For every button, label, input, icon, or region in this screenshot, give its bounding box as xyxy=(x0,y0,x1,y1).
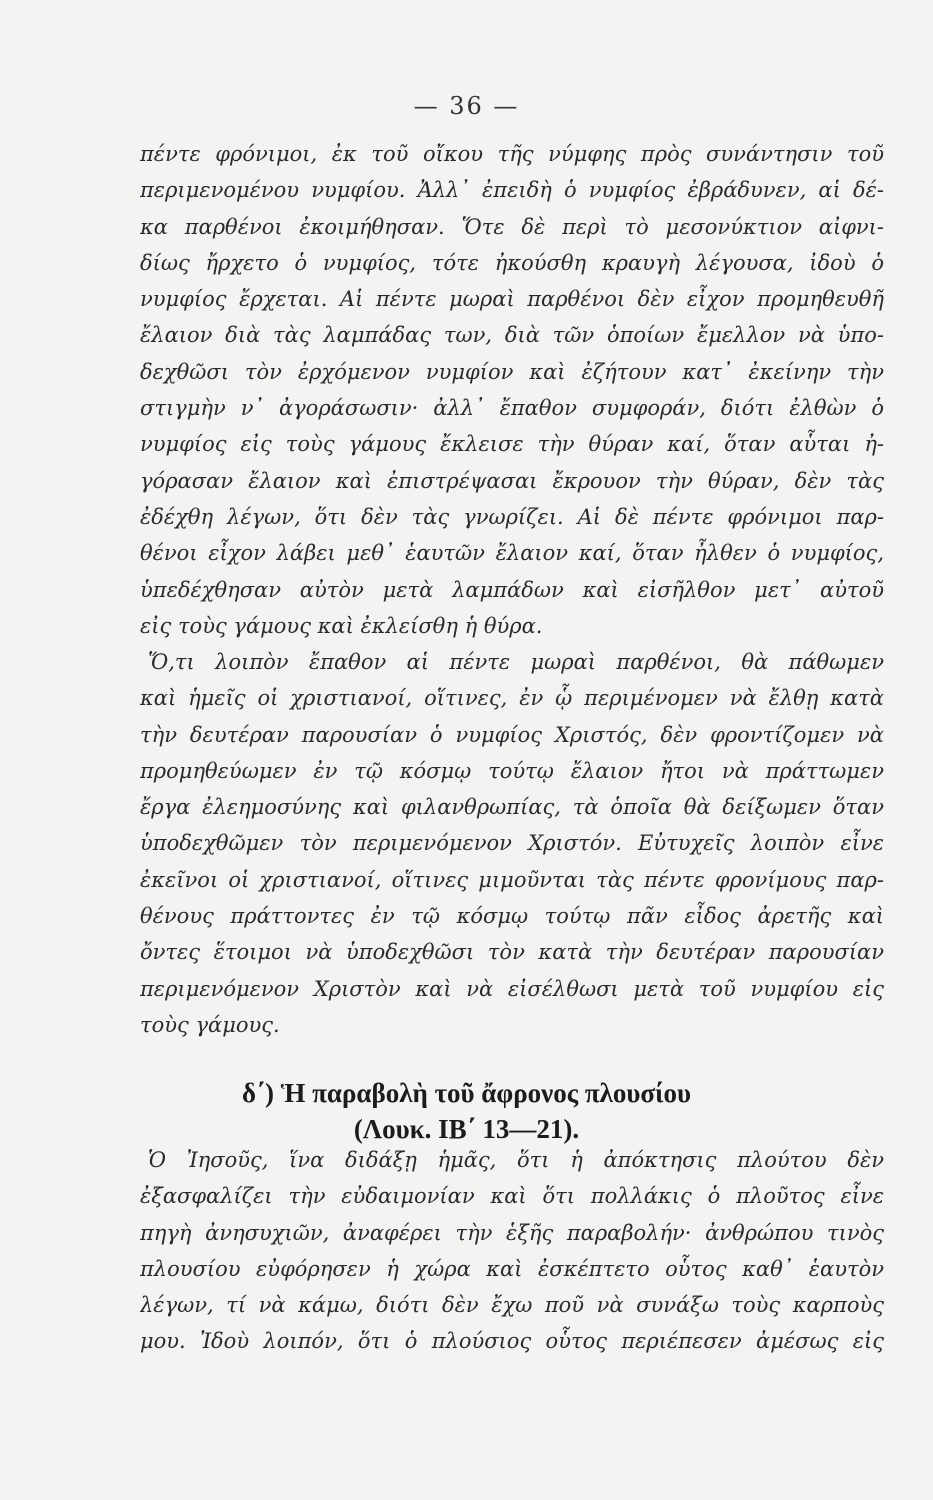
text-line: ὑπεδέχθησαν αὐτὸν μετὰ λαμπάδων καὶ εἰσῆλθον μετ᾽ αὐτοῦ xyxy=(140,577,884,602)
text-line: πέντε φρόνιμοι, ἐκ τοῦ οἴκου τῆς νύμφης πρὸς συνάντησιν τοῦ xyxy=(140,142,884,166)
text-line: ὄντες ἕτοιμοι νὰ ὑποδεχθῶσι τὸν κατὰ τὴν δευτέραν παρουσίαν xyxy=(140,940,884,965)
text-line: πηγὴ ἀνησυχιῶν, ἀναφέρει τὴν ἑξῆς παραβολήν· ἀνθρώπου τινὸς xyxy=(140,1220,884,1245)
text-line: νυμφίος εἰς τοὺς γάμους ἔκλεισε τὴν θύραν καί, ὅταν αὗται ἠ- xyxy=(140,432,884,457)
text-line: ἔργα ἐλεημοσύνης καὶ φιλανθρωπίας, τὰ ὁποῖα θὰ δείξωμεν ὅταν xyxy=(140,795,884,820)
text-line: εἰς τοὺς γάμους καὶ ἐκλείσθη ἡ θύρα. xyxy=(140,613,543,638)
text-line: κα παρθένοι ἐκοιμήθησαν. Ὅτε δὲ περὶ τὸ μεσονύκτιον αἰφνι- xyxy=(140,214,884,239)
text-line: λέγων, τί νὰ κάμω, διότι δὲν ἔχω ποῦ νὰ συνάξω τοὺς καρποὺς xyxy=(140,1293,884,1318)
paragraph-2 xyxy=(140,644,884,1043)
text-line: δεχθῶσι τὸν ἐρχόμενον νυμφίον καὶ ἐζήτουν κατ᾽ ἐκείνην τὴν xyxy=(140,359,884,384)
text-line: γόρασαν ἔλαιον καὶ ἐπιστρέψασαι ἔκρουον τὴν θύραν, δὲν τὰς xyxy=(140,468,884,493)
text-line: ἔλαιον διὰ τὰς λαμπάδας των, διὰ τῶν ὁποίων ἔμελλον νὰ ὑπο- xyxy=(140,323,884,348)
section-subheading: (Λουκ. ΙΒ΄ 13—21). xyxy=(353,1114,580,1144)
paragraph-1 xyxy=(140,136,884,644)
text-line: τοὺς γάμους. xyxy=(140,1012,280,1037)
text-line: στιγμὴν ν᾽ ἀγοράσωσιν· ἀλλ᾽ ἔπαθον συμφοράν, διότι ἐλθὼν ὁ xyxy=(140,396,884,421)
text-line: ἐξασφαλίζει τὴν εὐδαιμονίαν καὶ ὅτι πολλάκις ὁ πλοῦτος εἶνε xyxy=(140,1184,884,1209)
text-line: Ὁ Ἰησοῦς, ἵνα διδάξῃ ἡμᾶς, ὅτι ἡ ἀπόκτησις πλούτου δὲν xyxy=(148,1148,884,1172)
text-line: καὶ ἡμεῖς οἱ χριστιανοί, οἵτινες, ἐν ᾧ περιμένομεν νὰ ἔλθῃ κατὰ xyxy=(140,686,884,711)
text-line: ἐδέχθη λέγων, ὅτι δὲν τὰς γνωρίζει. Αἱ δὲ πέντε φρόνιμοι παρ- xyxy=(140,504,884,529)
text-line: περιμενομένου νυμφίου. Ἀλλ᾽ ἐπειδὴ ὁ νυμφίος ἐβράδυνεν, αἱ δέ- xyxy=(140,178,884,203)
paragraph-3 xyxy=(140,1142,884,1360)
text-line: ὑποδεχθῶμεν τὸν περιμενόμενον Χριστόν. Εὐτυχεῖς λοιπὸν εἶνε xyxy=(140,831,884,856)
text-line: πλουσίου εὐφόρησεν ἡ χώρα καὶ ἐσκέπτετο οὗτος καθ᾽ ἑαυτὸν xyxy=(140,1256,884,1281)
text-line: θένους πράττοντες ἐν τῷ κόσμῳ τούτῳ πᾶν εἶδος ἀρετῆς καὶ xyxy=(140,904,884,929)
text-line: δίως ἤρχετο ὁ νυμφίος, τότε ἠκούσθη κραυγὴ λέγουσα, ἰδοὺ ὁ xyxy=(140,250,884,275)
text-line: θένοι εἶχον λάβει μεθ᾽ ἑαυτῶν ἔλαιον καί, ὅταν ἦλθεν ὁ νυμφίος, xyxy=(140,541,884,566)
text-line: ἐκεῖνοι οἱ χριστιανοί, οἵτινες μιμοῦνται τὰς πέντε φρονίμους παρ- xyxy=(140,867,884,892)
text-line: τὴν δευτέραν παρουσίαν ὁ νυμφίος Χριστός, δὲν φροντίζομεν νὰ xyxy=(140,722,884,747)
text-line: νυμφίος ἔρχεται. Αἱ πέντε μωραὶ παρθένοι δὲν εἶχον προμηθευθῆ xyxy=(140,287,884,312)
page-number: — 36 — xyxy=(413,92,520,120)
text-line: Ὅ,τι λοιπὸν ἔπαθον αἱ πέντε μωραὶ παρθένοι, θὰ πάθωμεν xyxy=(148,650,884,674)
section-heading: δ΄) Ἡ παραβολὴ τοῦ ἄφρονος πλουσίου xyxy=(242,1078,691,1108)
text-line: μου. Ἰδοὺ λοιπόν, ὅτι ὁ πλούσιος οὗτος περιέπεσεν ἀμέσως εἰς xyxy=(140,1329,884,1354)
text-line: προμηθεύωμεν ἐν τῷ κόσμῳ τούτῳ ἔλαιον ἤτοι νὰ πράττωμεν xyxy=(140,758,884,783)
text-line: περιμενόμενον Χριστὸν καὶ νὰ εἰσέλθωσι μετὰ τοῦ νυμφίου εἰς xyxy=(140,976,884,1001)
